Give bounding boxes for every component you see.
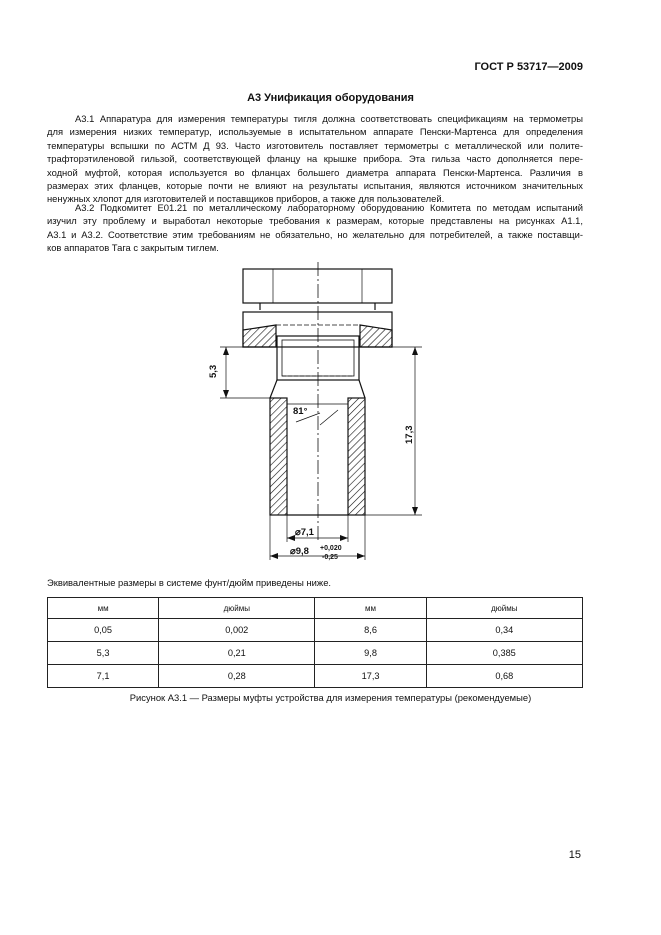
section-title: А3 Унификация оборудования (247, 92, 414, 104)
table-row (48, 642, 583, 665)
angle-label: 81° (293, 406, 308, 417)
arrowhead (270, 553, 278, 559)
dim-label-right: 17,3 (404, 425, 415, 444)
table-row (48, 665, 583, 688)
units-table (47, 597, 583, 688)
p1-line: ходной муфтой, которая используется во фланцах большего диаметра аппарата Пенски-Мартенса. Различия в (47, 166, 583, 178)
sleeve-taper-right (359, 380, 365, 398)
arrowhead (223, 390, 229, 398)
arrowhead (340, 535, 348, 541)
sleeve-wall-left (270, 398, 287, 515)
arrowhead (357, 553, 365, 559)
table-cell: 0,002 (159, 619, 315, 642)
standard-number: ГОСТ Р 53717—2009 (474, 61, 583, 73)
page-number: 15 (568, 849, 581, 861)
dim-label-inner: ⌀7,1 (295, 527, 314, 538)
sleeve-wall-right (348, 398, 365, 515)
tol-upper: +0,020 (320, 545, 342, 552)
arrowhead (287, 535, 295, 541)
table-row (48, 619, 583, 642)
arrowhead (412, 347, 418, 355)
table-header-row (48, 598, 583, 619)
arrowhead (412, 507, 418, 515)
arrowhead (223, 347, 229, 355)
table-cell: 0,385 (426, 642, 582, 665)
table-header: мм (48, 598, 159, 619)
table-cell: 0,05 (48, 619, 159, 642)
p2-line: А3.1 и А3.2. Соответствие этим требованиям не обязательно, но желательно для потребителей, а также поставщи- (47, 228, 583, 240)
table-header: дюймы (159, 598, 315, 619)
table-cell: 5,3 (48, 642, 159, 665)
table-header: дюймы (426, 598, 582, 619)
table-cell: 8,6 (315, 619, 426, 642)
table-cell: 0,28 (159, 665, 315, 688)
p1-line: ненужных хлопот для изготовителей и поставщиков приборов, а также для пользователей. (47, 193, 445, 205)
p1-line: для измерения низких температур, используемые в испытательном аппарате Пенски-Мартенса для определения (47, 126, 583, 138)
equivalents-note: Эквивалентные размеры в системе фунт/дюйм приведены ниже. (47, 577, 332, 588)
p2-line: А3.2 Подкомитет Е01.21 по металлическому лабораторному оборудованию Комитета по методам испытаний (75, 202, 583, 213)
dim-label-left: 5,3 (208, 364, 219, 378)
angle-arc (320, 410, 338, 425)
tol-lower: -0,25 (322, 554, 338, 561)
p2-line: ков аппаратов Тага с закрытым тиглем. (47, 242, 219, 254)
p1-line: А3.1 Аппаратура для измерения температуры тигля должна соответствовать спецификациям на термометры (75, 113, 583, 124)
p1-line: размерах этих фланцев, которые почти не влияют на результаты испытания, являются источником значительных (47, 180, 583, 192)
p1-line: трафторэтиленовой гильзой, соответствующей фланцу на крышке прибора. Эта гильза часто дополняется пере- (47, 153, 583, 165)
table-cell: 17,3 (315, 665, 426, 688)
figure-caption: Рисунок А3.1 — Размеры муфты устройства для измерения температуры (рекомендуемые) (129, 692, 532, 703)
table-cell: 0,21 (159, 642, 315, 665)
cap-body (243, 269, 392, 303)
table-cell: 0,34 (426, 619, 582, 642)
table-cell: 0,68 (426, 665, 582, 688)
p2-line: изучил эту проблему и выработал некоторые требования к размерам, которые представлены на рисунках А1.1, (47, 215, 583, 227)
dim-label-outer: ⌀9,8 (290, 546, 309, 557)
flange-hatch-right (360, 325, 392, 347)
table-cell: 7,1 (48, 665, 159, 688)
table-cell: 9,8 (315, 642, 426, 665)
table-header: мм (315, 598, 426, 619)
sleeve-taper-left (270, 380, 277, 398)
flange-hatch-left (243, 325, 276, 347)
p1-line: температуры вспышки по АСТМ Д 93. Часто изготовитель поставляет термометры с металлической или полите- (47, 139, 583, 151)
